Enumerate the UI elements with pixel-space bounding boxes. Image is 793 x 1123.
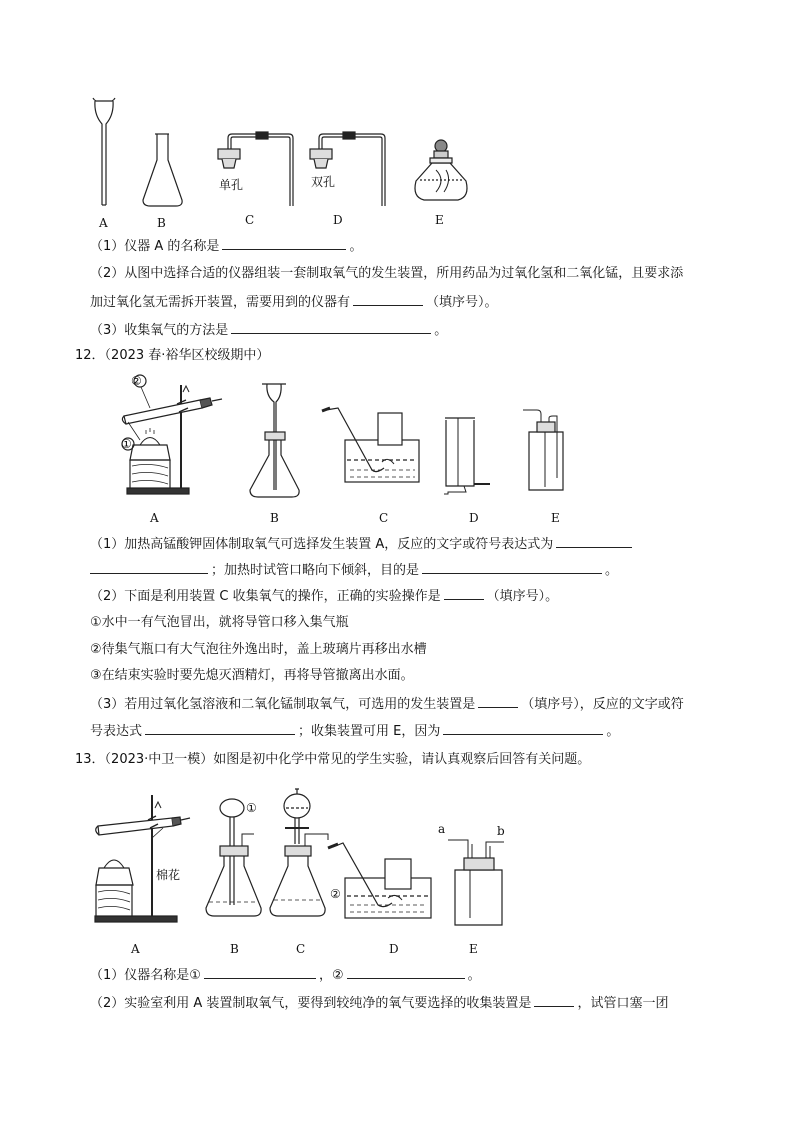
q12-label-b: B — [270, 511, 279, 525]
q11-label-c: C — [245, 213, 255, 227]
q13-p1-mid: ，② — [318, 968, 344, 983]
q11-label-b: B — [157, 216, 166, 230]
q13-marker-1: ① — [246, 801, 257, 815]
q13-header: 13．（2023·中卫一模）如图是初中化学中常见的学生实验，请认真观察后回答有关问题。 — [75, 752, 591, 767]
single-hole-label: 单孔 — [219, 178, 244, 192]
q11-part2-line1: （2）从图中选择合适的仪器组装一套制取氧气的发生装置，所用药品为过氧化氢和二氧化锰，且要求添 — [90, 266, 684, 281]
q12-p1-mid: ；加热时试管口略向下倾斜，目的是 — [211, 563, 420, 578]
q13-gas-bottle-drawing — [448, 840, 504, 925]
q12-p3-text3: 号表达式 — [90, 724, 143, 739]
q11-label-a: A — [99, 216, 108, 230]
q12-p1-text: （1）加热高锰酸钾固体制取氧气可选择发生装置 A，反应的文字或符号表达式为 — [90, 537, 554, 552]
q11-p3-text: （3）收集氧气的方法是 — [90, 323, 229, 338]
q11-p1-text: （1）仪器 A 的名称是 — [90, 239, 220, 254]
q12-marker-1: ① — [121, 437, 132, 451]
q13-marker-2: ② — [330, 887, 341, 901]
q13-part2 — [90, 994, 668, 1013]
q13-p1-text: （1）仪器名称是① — [90, 968, 201, 983]
double-hole-label: 双孔 — [311, 175, 336, 189]
q12-marker-2: ② — [131, 374, 142, 388]
q13-answer-blank-1[interactable] — [204, 966, 316, 979]
q13-answer-blank-2[interactable] — [347, 966, 465, 979]
q13-p2-text: （2）实验室利用 A 装置制取氧气，要得到较纯净的氧气要选择的收集装置是 — [90, 996, 532, 1011]
q13-water-trough-drawing — [328, 843, 431, 918]
q12-header: 12．（2023 春·裕华区校级期中） — [75, 348, 270, 363]
q11-label-e: E — [435, 213, 444, 227]
port-b-label: b — [497, 824, 505, 838]
q12-label-a: A — [150, 511, 159, 525]
q13-heating-apparatus-drawing — [95, 795, 190, 922]
q12-option-3: ③在结束实验时要先熄灭酒精灯，再将导管撤离出水面。 — [90, 668, 414, 683]
q12-p3-text: （3）若用过氧化氢溶液和二氧化锰制取氧气，可选用的发生装置是 — [90, 697, 476, 712]
q12-p3-end: 。 — [606, 724, 620, 739]
q13-separatory-funnel-flask-drawing — [270, 789, 328, 916]
q11-p2-text: 加过氧化氢无需拆开装置，需要用到的仪器有 — [90, 295, 351, 310]
q12-p3-mid: ；收集装置可用 E，因为 — [298, 724, 441, 739]
q13-label-d: D — [389, 942, 399, 956]
port-a-label: a — [438, 822, 446, 836]
q12-label-c: C — [379, 511, 389, 525]
q13-flask-funnel-drawing — [206, 799, 261, 916]
q12-p2-text: （2）下面是利用装置 C 收集氧气的操作，正确的实验操作是 — [90, 589, 441, 604]
q13-label-e: E — [469, 942, 478, 956]
q12-p3-text2: （填序号），反应的文字或符 — [521, 697, 684, 712]
q12-p2-end: （填序号）。 — [486, 589, 559, 604]
q13-p2-end: ，试管口塞一团 — [577, 996, 669, 1011]
q13-label-b: B — [230, 942, 239, 956]
q12-option-1: ①水中一有气泡冒出，就将导管口移入集气瓶 — [90, 615, 349, 630]
q13-label-a: A — [131, 942, 140, 956]
q12-p1-end: 。 — [605, 563, 619, 578]
q13-label-c: C — [296, 942, 306, 956]
cotton-label: 棉花 — [156, 868, 181, 882]
q13-answer-blank-3[interactable] — [534, 994, 574, 1007]
q11-label-d: D — [333, 213, 343, 227]
q11-p2-end: （填序号）。 — [426, 295, 498, 310]
q13-part1 — [90, 966, 481, 985]
q12-label-d: D — [469, 511, 479, 525]
q11-p1-end: 。 — [349, 239, 363, 254]
q12-label-e: E — [551, 511, 560, 525]
q12-option-2: ②待集气瓶口有大气泡往外逸出时，盖上玻璃片再移出水槽 — [90, 642, 427, 657]
q13-p1-end: 。 — [467, 968, 481, 983]
q11-p3-end: 。 — [434, 323, 448, 338]
